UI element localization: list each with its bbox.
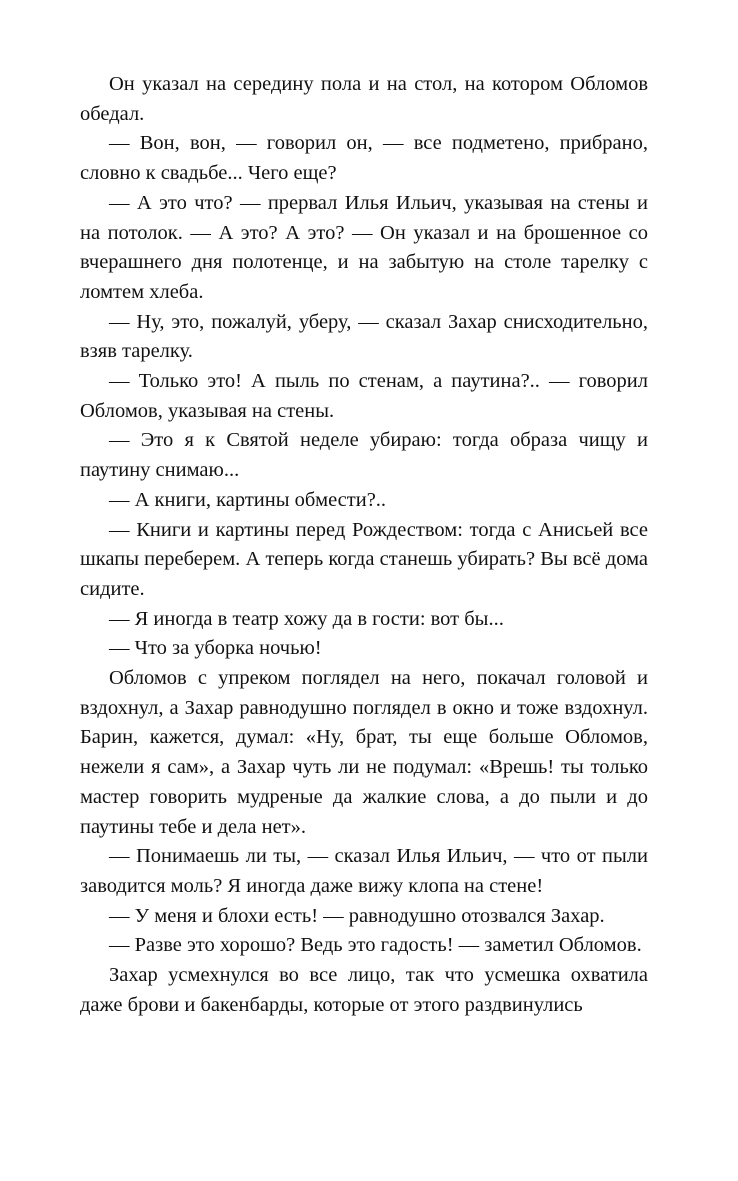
paragraph: — У меня и блохи есть! — равнодушно отозвался Захар. — [109, 904, 605, 927]
paragraph: — Ну, это, пожалуй, уберу, — сказал Захар снисходительно, взяв тарелку. — [80, 310, 648, 363]
paragraph: — Книги и картины перед Рождеством: тогда с Анисьей все шкапы переберем. А теперь когда станешь убирать? Вы всё дома сидите. — [80, 518, 648, 600]
paragraph: — Разве это хорошо? Ведь это гадость! — заметил Обломов. — [109, 934, 642, 957]
paragraph: — А это что? — прервал Илья Ильич, указывая на стены и на потолок. — А это? А это? — Он указал и на брошенное со вчерашнего дня полотенце, и на забытую на столе тарелку с ломтем хлеба. — [80, 191, 648, 303]
paragraph: — Что за уборка ночью! — [109, 637, 322, 660]
paragraph: Он указал на середину пола и на стол, на котором Обломов обедал. — [80, 73, 648, 125]
paragraph: — Только это! А пыль по стенам, а паутина?.. — говорил Обломов, указывая на стены. — [80, 370, 648, 422]
paragraph: — А книги, картины обмести?.. — [109, 488, 387, 511]
paragraph: — Понимаешь ли ты, — сказал Илья Ильич, — что от пыли заводится моль? Я иногда даже вижу клопа на стене! — [80, 845, 648, 897]
paragraph: — Я иногда в театр хожу да в гости: вот бы... — [109, 607, 504, 630]
paragraph: — Вон, вон, — говорил он, — все подметено, прибрано, словно к свадьбе... Чего еще? — [80, 132, 648, 185]
paragraph: Захар усмехнулся во все лицо, так что усмешка охватила даже брови и бакенбарды, которые от этого раздвинулись — [80, 964, 648, 1016]
paragraph: Обломов с упреком поглядел на него, покачал головой и вздохнул, а Захар равнодушно поглядел в окно и тоже вздохнул. Барин, кажется, думал: «Ну, брат, ты еще больше Обломов, нежели я сам», а Захар чуть ли не подумал: «Врешь! ты только мастер говорить мудреные да жалкие слова, а до пыли и до паутины тебе и дела нет». — [80, 667, 648, 838]
book-page-text — [80, 70, 648, 1021]
paragraph: — Это я к Святой неделе убираю: тогда образа чищу и паутину снимаю... — [80, 429, 648, 482]
